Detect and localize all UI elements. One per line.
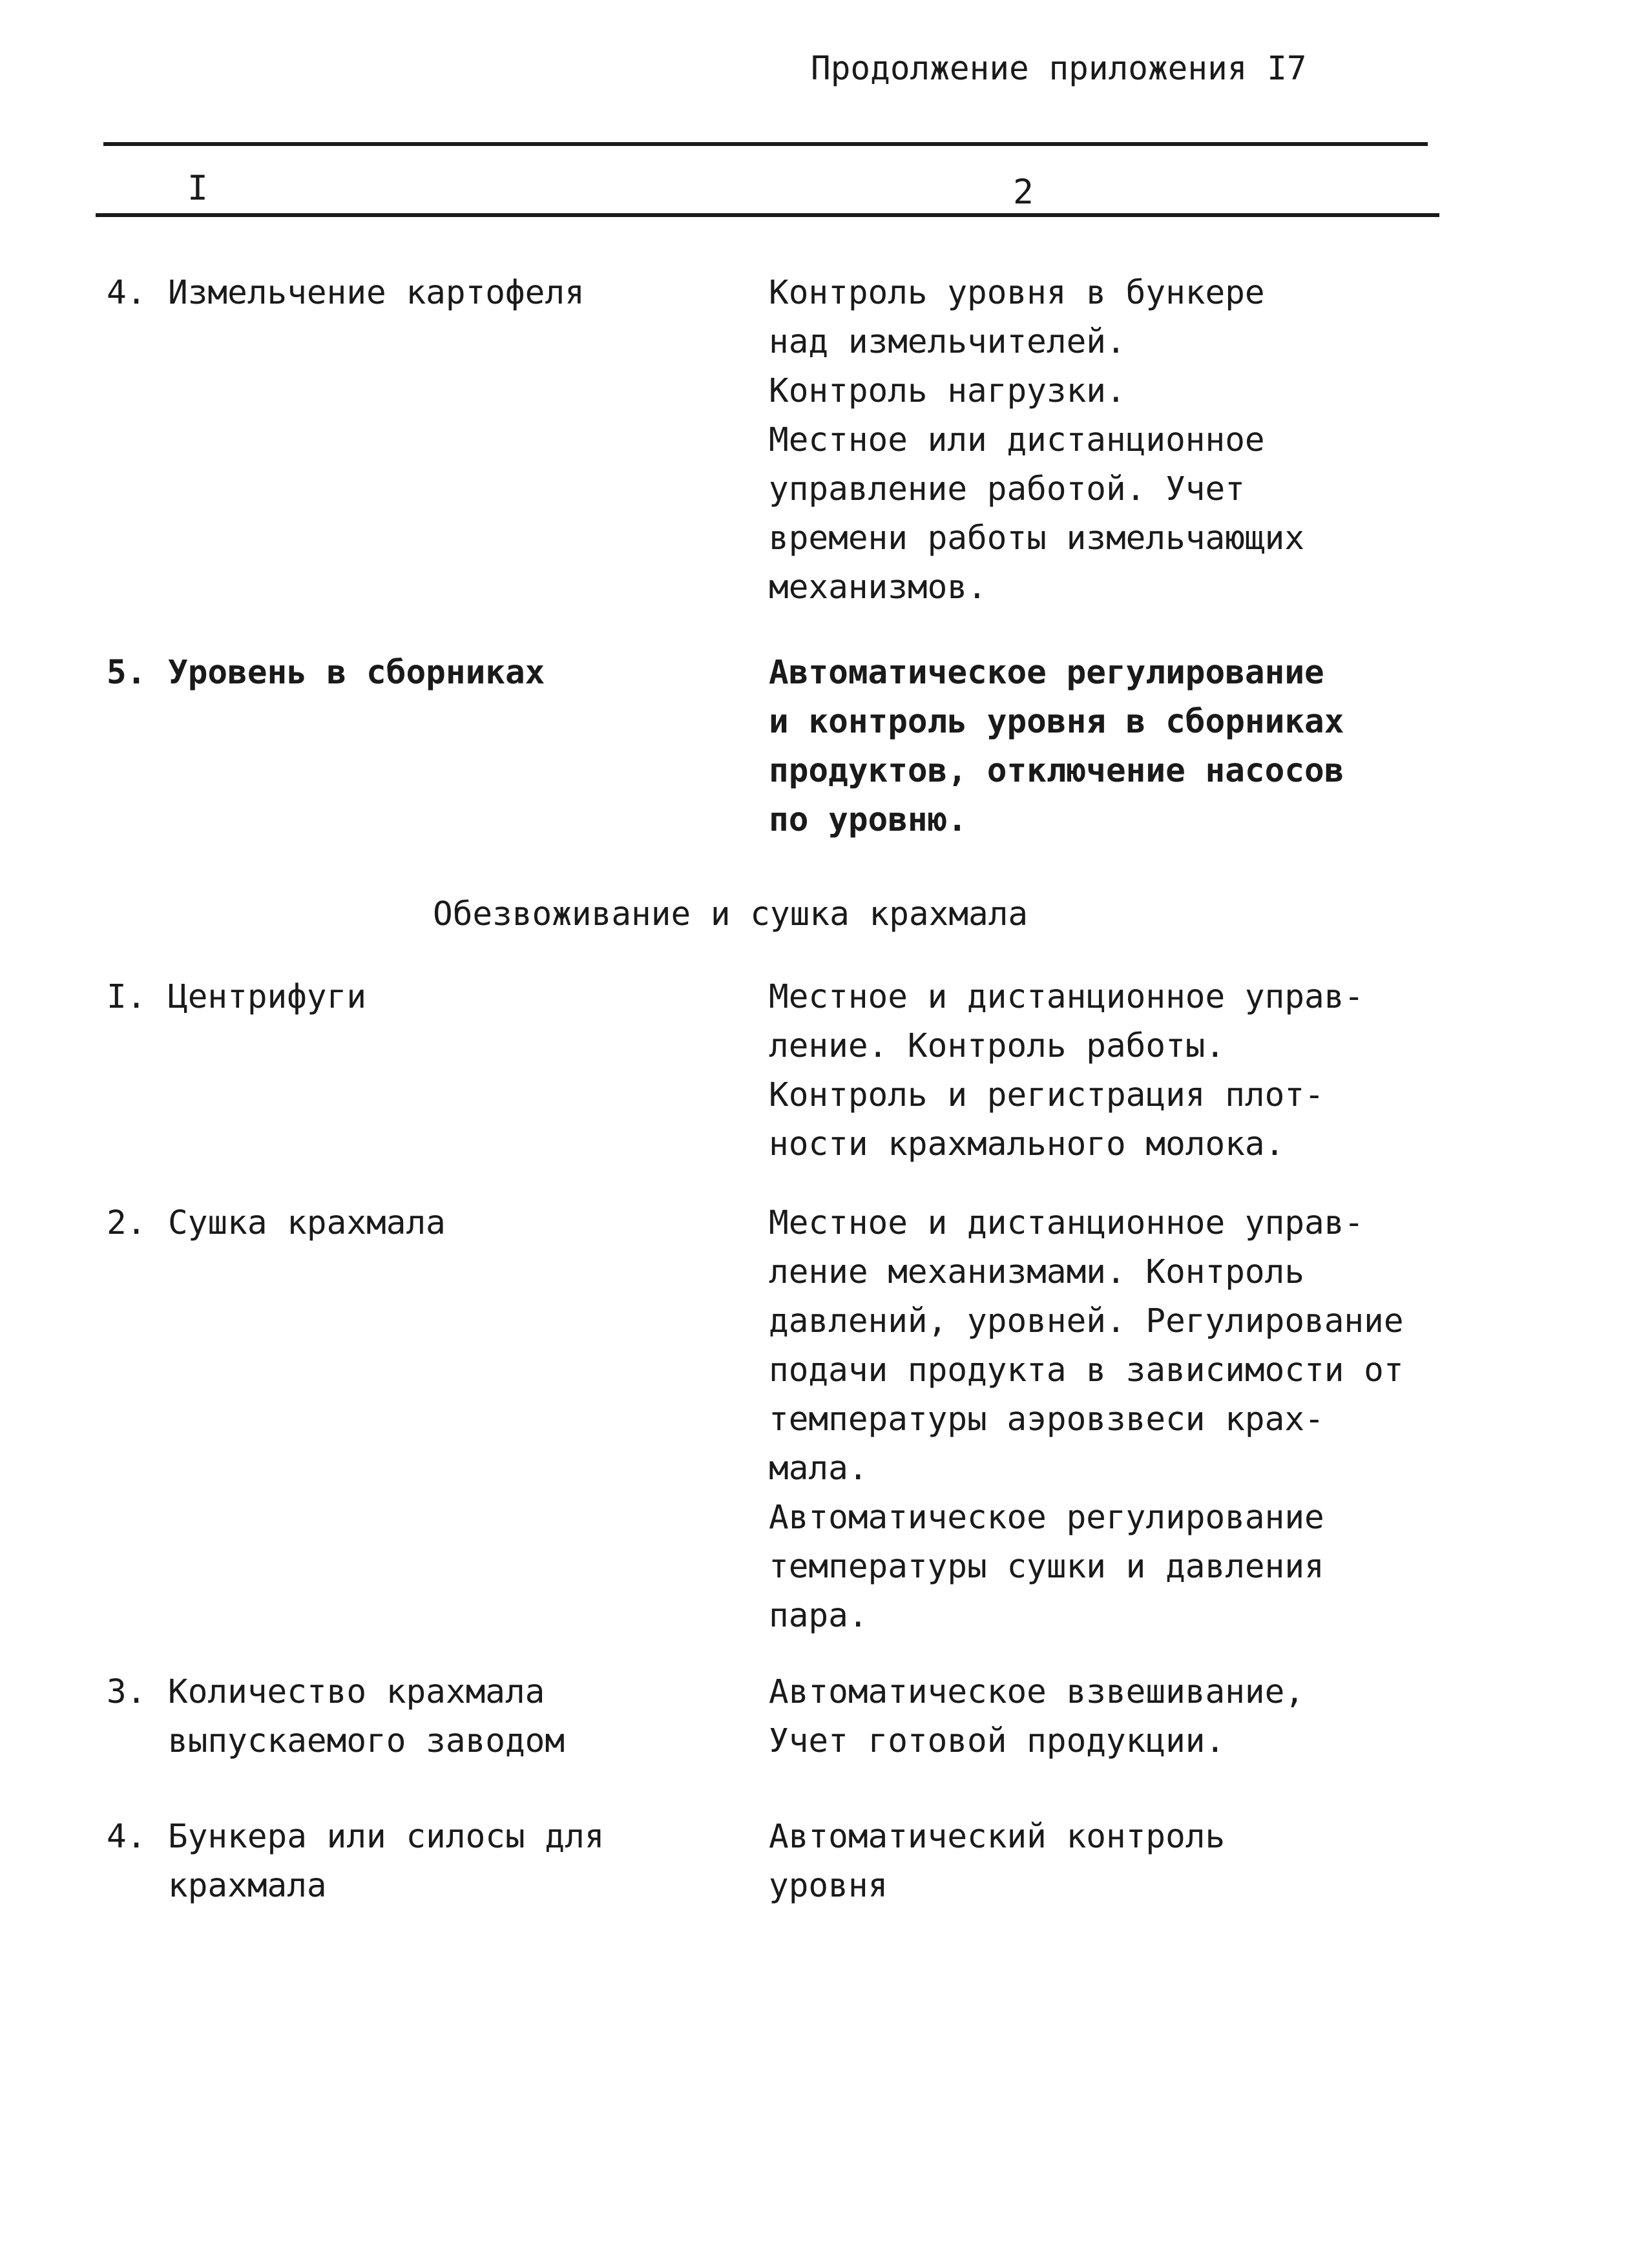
- row-label-text: Центрифуги: [168, 978, 367, 1016]
- description-line: Контроль уровня в бункере: [769, 274, 1265, 312]
- row-label: [107, 1813, 605, 1911]
- description-line: по уровню.: [769, 801, 968, 839]
- description-line: Местное и дистанционное управ-: [769, 978, 1364, 1016]
- description-line: мала.: [769, 1450, 868, 1488]
- row-description: [769, 973, 1364, 1169]
- description-line: ление. Контроль работы.: [769, 1027, 1226, 1065]
- row-description: [769, 1199, 1404, 1641]
- description-line: Автоматическое регулирование: [769, 654, 1324, 692]
- description-line: температуры аэровзвеси крах-: [769, 1400, 1324, 1439]
- description-line: Автоматическое регулирование: [769, 1499, 1324, 1537]
- description-line: Контроль нагрузки.: [769, 372, 1126, 410]
- row-label-text: Сушка крахмала: [168, 1204, 446, 1242]
- column-header-1: I: [187, 169, 208, 208]
- column-header-2: 2: [1013, 172, 1034, 212]
- table-header-rule: [96, 213, 1439, 217]
- description-line: Автоматический контроль: [769, 1818, 1226, 1856]
- row-label-text: Бункера или силосы для: [168, 1818, 605, 1856]
- row-label: [107, 973, 366, 1022]
- description-line: Местное или дистанционное: [769, 421, 1265, 459]
- row-label-text: Количество крахмала: [168, 1673, 545, 1711]
- description-line: Учет готовой продукции.: [769, 1722, 1226, 1760]
- row-label-text: Уровень в сборниках: [168, 654, 545, 692]
- row-label-text: Измельчение картофеля: [168, 274, 585, 312]
- description-line: Местное и дистанционное управ-: [769, 1204, 1364, 1242]
- description-line: управление работой. Учет: [769, 470, 1245, 508]
- description-line: времени работы измельчающих: [769, 519, 1305, 557]
- description-line: ности крахмального молока.: [769, 1125, 1285, 1163]
- table-top-rule: [103, 142, 1428, 146]
- row-number: 2.: [107, 1204, 147, 1242]
- description-line: температуры сушки и давления: [769, 1548, 1324, 1586]
- description-line: механизмов.: [769, 568, 987, 607]
- description-line: уровня: [769, 1867, 888, 1905]
- row-label-text: крахмала: [168, 1867, 327, 1905]
- description-line: пара.: [769, 1597, 868, 1635]
- row-description: [769, 1813, 1225, 1911]
- row-label: [107, 649, 545, 698]
- row-label-text: выпускаемого заводом: [168, 1722, 565, 1760]
- row-number: I.: [107, 978, 147, 1016]
- row-number: 3.: [107, 1673, 147, 1711]
- description-line: ление механизмами. Контроль: [769, 1253, 1305, 1291]
- description-line: давлений, уровней. Регулирование: [769, 1302, 1404, 1340]
- row-label: [107, 269, 585, 318]
- page-header: Продолжение приложения I7: [811, 50, 1307, 88]
- row-description: [769, 649, 1344, 845]
- row-label: [107, 1199, 446, 1248]
- description-line: и контроль уровня в сборниках: [769, 703, 1344, 741]
- section-title: Обезвоживание и сушка крахмала: [433, 895, 1028, 933]
- description-line: Автоматическое взвешивание,: [769, 1673, 1305, 1711]
- description-line: продуктов, отключение насосов: [769, 752, 1344, 790]
- row-number: 4.: [107, 274, 147, 312]
- description-line: подачи продукта в зависимости от: [769, 1351, 1404, 1389]
- row-number: 5.: [107, 654, 147, 692]
- row-description: [769, 269, 1304, 612]
- row-label: [107, 1668, 565, 1766]
- row-description: [769, 1668, 1304, 1766]
- row-number: 4.: [107, 1818, 147, 1856]
- description-line: Контроль и регистрация плот-: [769, 1076, 1324, 1114]
- description-line: над измельчителей.: [769, 323, 1126, 361]
